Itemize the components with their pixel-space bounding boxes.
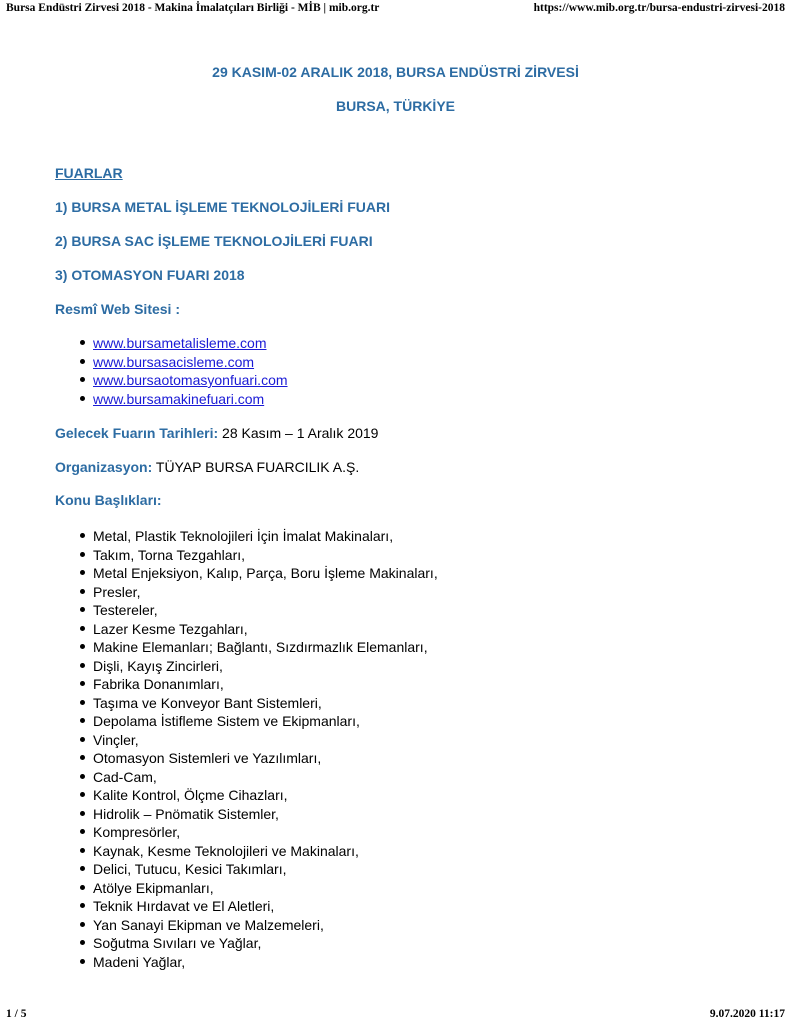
website-link-metalisleme[interactable]: www.bursametalisleme.com (93, 335, 267, 351)
topics-label: Konu Başlıkları: (55, 492, 162, 508)
event-title: 29 KASIM-02 ARALIK 2018, BURSA ENDÜSTRİ ZİRVESİ (212, 64, 579, 80)
list-item (93, 353, 288, 372)
list-item: Kompresörler, (93, 823, 438, 842)
print-header-title: Bursa Endüstri Zirvesi 2018 - Makina İmalatçıları Birliği - MİB | mib.org.tr (6, 2, 380, 14)
next-dates (55, 425, 378, 441)
list-item: Madeni Yağlar, (93, 953, 438, 972)
list-item: Takım, Torna Tezgahları, (93, 546, 438, 565)
list-item: Atölye Ekipmanları, (93, 879, 438, 898)
print-header-url: https://www.mib.org.tr/bursa-endustri-zirvesi-2018 (533, 2, 785, 14)
list-item (93, 371, 288, 390)
list-item: Testereler, (93, 601, 438, 620)
list-item: Teknik Hırdavat ve El Aletleri, (93, 897, 438, 916)
list-item: Yan Sanayi Ekipman ve Malzemeleri, (93, 916, 438, 935)
website-link-sacisleme[interactable]: www.bursasacisleme.com (93, 353, 255, 370)
list-item: Kalite Kontrol, Ölçme Cihazları, (93, 786, 438, 805)
list-item: Vinçler, (93, 731, 438, 750)
fair-item-3: 3) OTOMASYON FUARI 2018 (55, 267, 245, 283)
organization (55, 459, 359, 475)
list-item: Depolama İstifleme Sistem ve Ekipmanları, (93, 712, 438, 731)
next-dates-value: 28 Kasım – 1 Aralık 2019 (218, 425, 379, 441)
list-item: Kaynak, Kesme Teknolojileri ve Makinaları, (93, 842, 438, 861)
print-datetime: 9.07.2020 11:17 (709, 1008, 785, 1020)
list-item: Lazer Kesme Tezgahları, (93, 620, 438, 639)
website-link-otomasyonfuari[interactable]: www.bursaotomasyonfuari.com (93, 372, 288, 388)
list-item: Metal, Plastik Teknolojileri İçin İmalat Makinaları, (93, 527, 438, 546)
list-item: Presler, (93, 583, 438, 602)
list-item: Cad-Cam, (93, 768, 438, 787)
list-item: Otomasyon Sistemleri ve Yazılımları, (93, 749, 438, 768)
list-item: Metal Enjeksiyon, Kalıp, Parça, Boru İşleme Makinaları, (93, 565, 438, 581)
organization-label: Organizasyon: (55, 459, 153, 475)
list-item: Taşıma ve Konveyor Bant Sistemleri, (93, 694, 438, 713)
list-item: Hidrolik – Pnömatik Sistemler, (93, 805, 438, 824)
print-header (6, 2, 785, 14)
page-number: 1 / 5 (6, 1008, 27, 1020)
list-item (93, 390, 288, 409)
print-footer (6, 1008, 785, 1020)
fair-item-1: 1) BURSA METAL İŞLEME TEKNOLOJİLERİ FUARI (55, 199, 390, 215)
fair-item-2: 2) BURSA SAC İŞLEME TEKNOLOJİLERİ FUARI (55, 233, 373, 249)
next-dates-label: Gelecek Fuarın Tarihleri: (55, 425, 219, 441)
topics-list (55, 527, 438, 971)
list-item: Fabrika Donanımları, (93, 675, 438, 694)
list-item: Delici, Tutucu, Kesici Takımları, (93, 860, 438, 879)
list-item (93, 334, 288, 353)
list-item: Soğutma Sıvıları ve Yağlar, (93, 934, 438, 953)
fairs-title: FUARLAR (55, 165, 123, 181)
list-item: Dişli, Kayış Zincirleri, (93, 657, 438, 676)
event-location: BURSA, TÜRKİYE (335, 98, 455, 114)
websites-label: Resmî Web Sitesi : (55, 301, 181, 317)
list-item: Makine Elemanları; Bağlantı, Sızdırmazlık Elemanları, (93, 638, 438, 657)
organization-value: TÜYAP BURSA FUARCILIK A.Ş. (152, 459, 360, 475)
website-link-makinefuari[interactable]: www.bursamakinefuari.com (93, 390, 265, 407)
websites-list (55, 334, 288, 408)
